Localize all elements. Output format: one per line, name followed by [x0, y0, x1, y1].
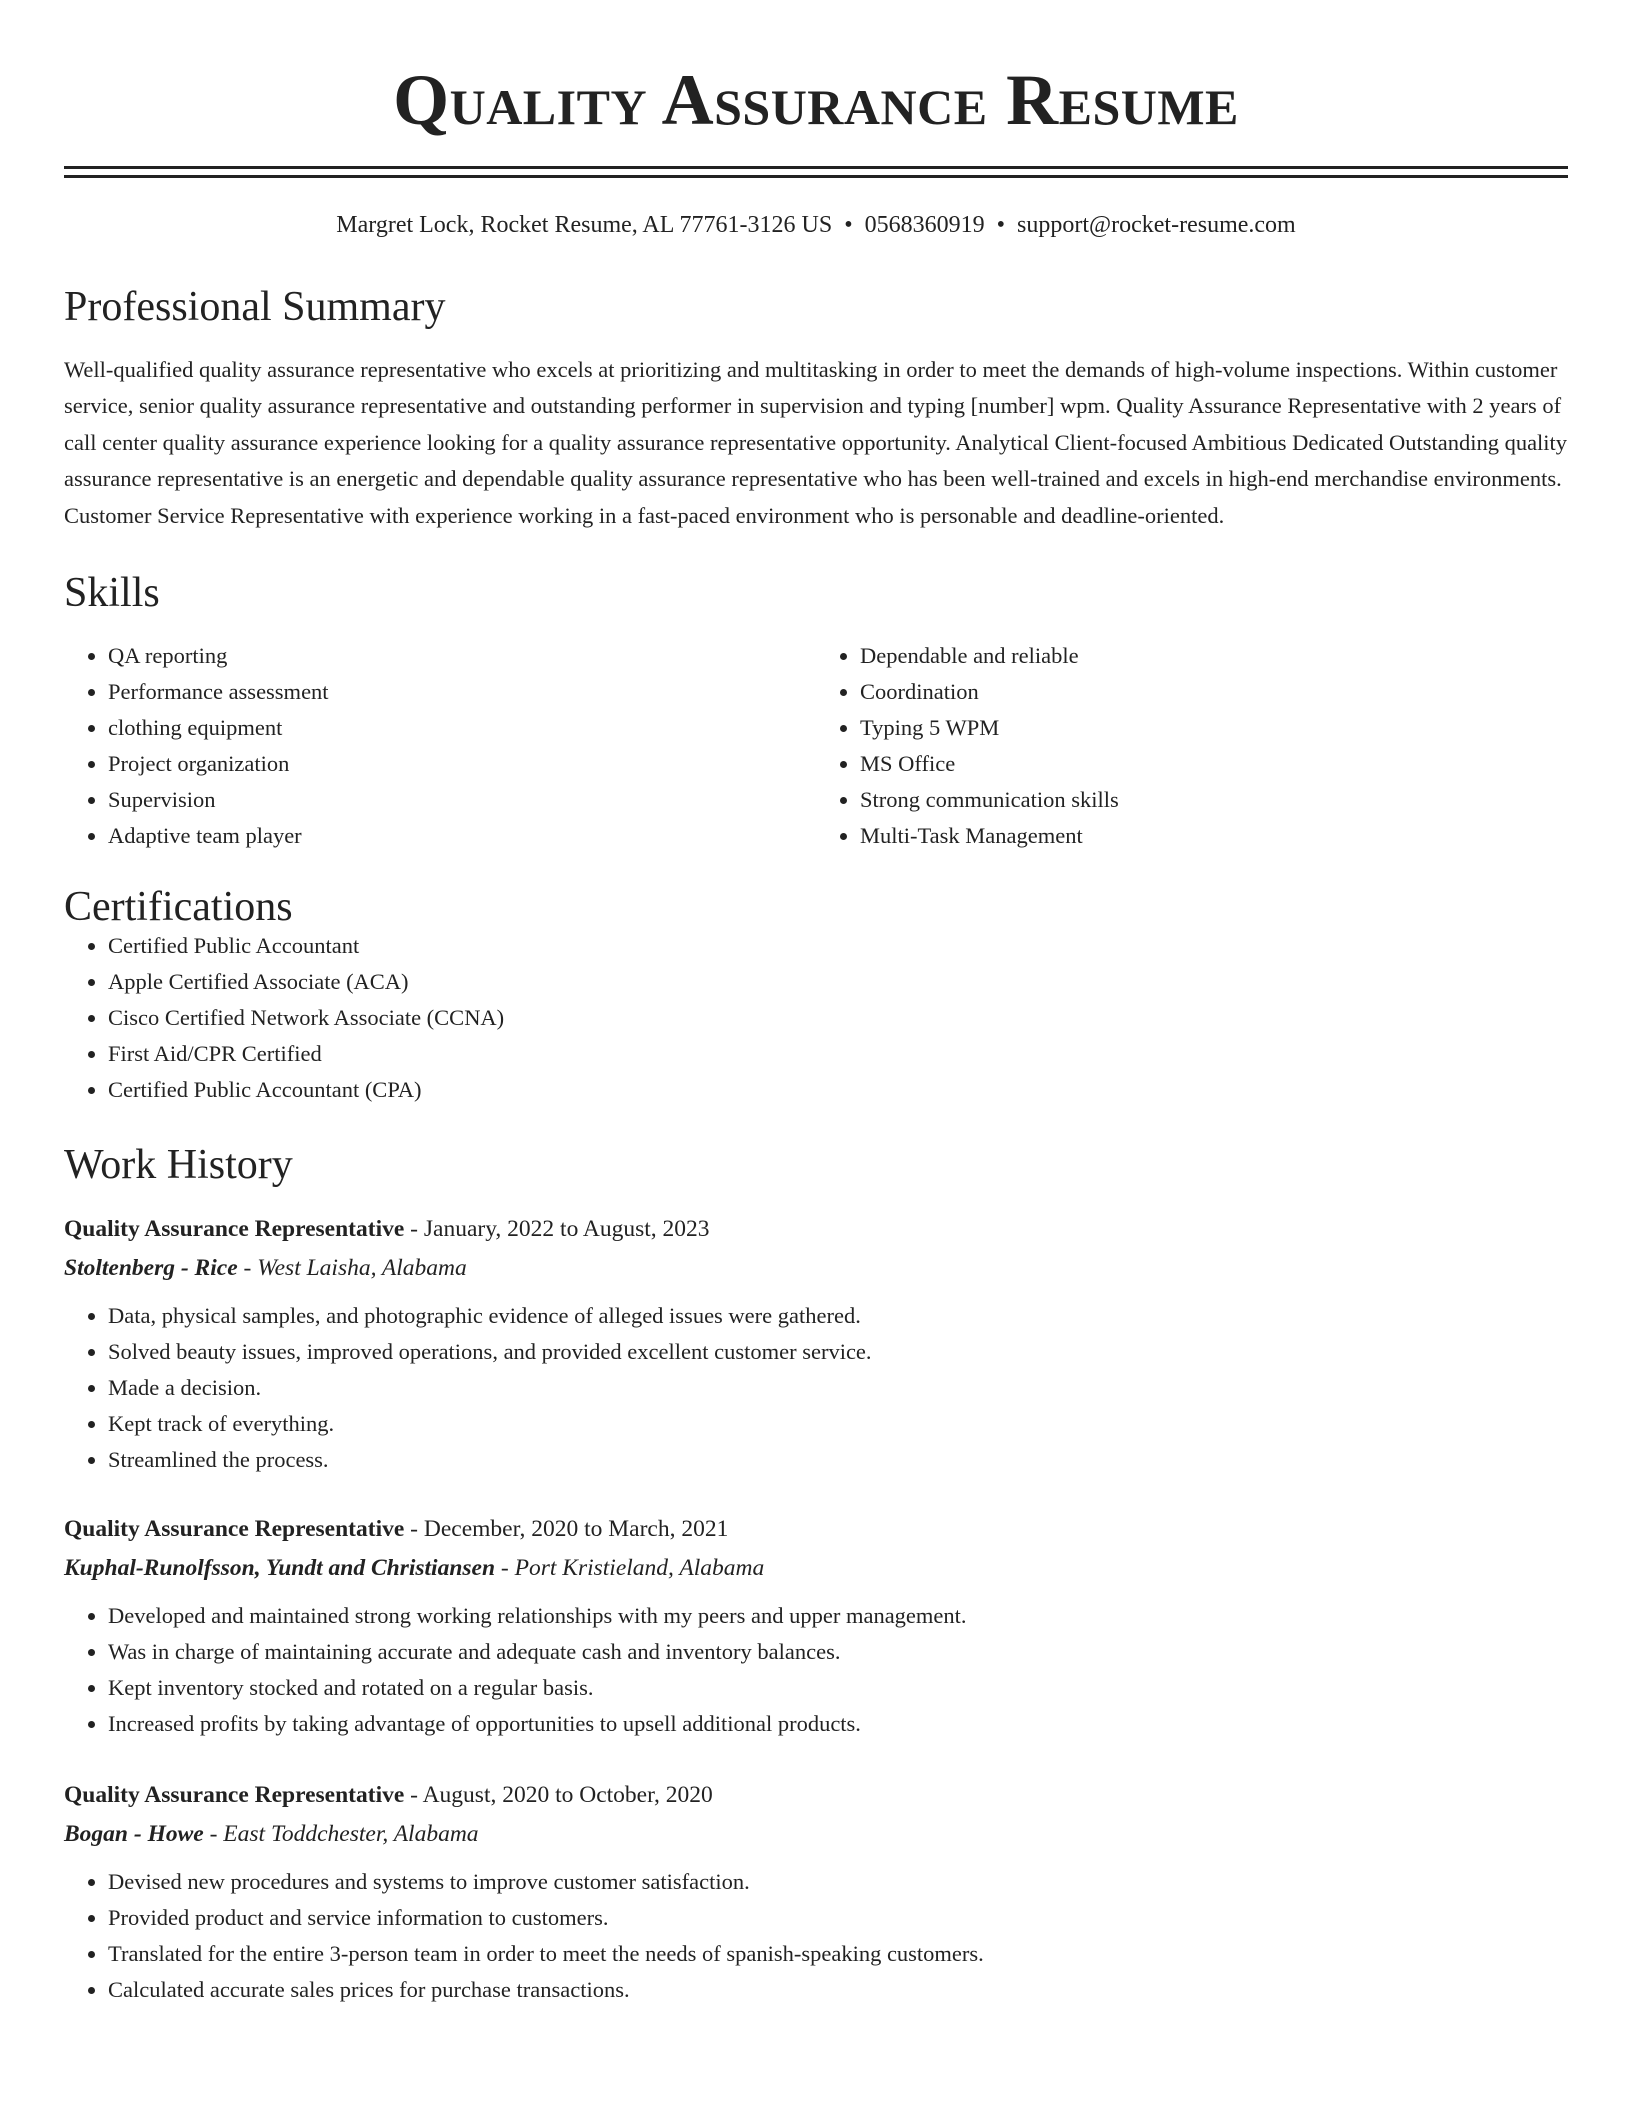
skills-heading: Skills — [64, 570, 160, 617]
summary-heading: Professional Summary — [64, 283, 446, 330]
certification-item: • Apple Certified Associate (ACA) — [108, 964, 1568, 1000]
job-location: - Port Kristieland, Alabama — [495, 1555, 765, 1582]
job-bullet: • Translated for the entire 3-person team in order to meet the needs of spanish-speaking customers. — [108, 1936, 1568, 1972]
job-bullet: • Developed and maintained strong working relationships with my peers and upper management. — [108, 1598, 1568, 1634]
contact-line — [64, 211, 1568, 240]
resume-title: Quality Assurance Resume — [393, 60, 1239, 140]
job-bullet: • Calculated accurate sales prices for purchase transactions. — [108, 1972, 1568, 2008]
skill-item: • Strong communication skills — [860, 782, 1568, 818]
job-title: Quality Assurance Representative — [64, 1782, 405, 1809]
job-title: Quality Assurance Representative — [64, 1516, 405, 1543]
job-title-line — [64, 1210, 1568, 1248]
job-entry — [64, 1510, 1568, 1742]
skill-item: • clothing equipment — [108, 710, 816, 746]
contact-address: Margret Lock, Rocket Resume, AL 77761-3126 US — [336, 212, 833, 238]
job-company: Kuphal-Runolfsson, Yundt and Christiansen — [64, 1555, 496, 1582]
certification-item: • Certified Public Accountant (CPA) — [108, 1072, 1568, 1108]
job-entry — [64, 1210, 1568, 1478]
title-double-rule — [64, 166, 1568, 169]
certification-item: • Certified Public Accountant — [108, 928, 1568, 964]
job-bullets — [64, 1598, 1568, 1742]
skill-item: • Dependable and reliable — [860, 638, 1568, 674]
skills-columns — [64, 638, 1568, 854]
job-company-line — [64, 1548, 1568, 1588]
skill-item: • Performance assessment — [108, 674, 816, 710]
skill-item: • Multi-Task Management — [860, 818, 1568, 854]
job-title-line — [64, 1510, 1568, 1548]
summary-text: Well-qualified quality assurance representative who excels at prioritizing and multitasking in order to meet the demands of high-volume inspections. Within customer service, senior quality assurance representative and outstanding performer in supervision and typing [number] wpm. Quality Assurance Representative with 2 years of call center quality assurance experience looking for a quality assurance representative opportunity. Analytical Client-focused Ambitious Dedicated Outstanding quality assurance representative is an energetic and dependable quality assurance representative who has been well-trained and excels in high-end merchandise environments. Customer Service Representative with experience working in a fast-paced environment who is personable and deadline-oriented. — [64, 356, 1568, 528]
contact-separator: • — [844, 212, 853, 238]
job-bullet: • Kept inventory stocked and rotated on a regular basis. — [108, 1670, 1568, 1706]
job-bullets — [64, 1864, 1568, 2008]
skill-item: • Typing 5 WPM — [860, 710, 1568, 746]
job-company-line — [64, 1814, 1568, 1854]
job-dates: - January, 2022 to August, 2023 — [404, 1216, 710, 1243]
skill-item: • MS Office — [860, 746, 1568, 782]
job-title: Quality Assurance Representative — [64, 1216, 405, 1243]
certification-item: • Cisco Certified Network Associate (CCNA) — [108, 1000, 1568, 1036]
job-bullet: • Increased profits by taking advantage of opportunities to upsell additional products. — [108, 1706, 1568, 1742]
job-bullet: • Data, physical samples, and photographic evidence of alleged issues were gathered. — [108, 1298, 1568, 1334]
skill-item: • Adaptive team player — [108, 818, 816, 854]
skills-list-left — [64, 638, 816, 854]
job-bullets — [64, 1298, 1568, 1478]
skill-item: • Supervision — [108, 782, 816, 818]
certification-item: • First Aid/CPR Certified — [108, 1036, 1568, 1072]
job-entry — [64, 1776, 1568, 2008]
certifications-heading: Certifications — [64, 884, 293, 931]
contact-email: support@rocket-resume.com — [1017, 212, 1296, 238]
job-company: Stoltenberg - Rice — [64, 1255, 238, 1282]
job-bullet: • Solved beauty issues, improved operations, and provided excellent customer service. — [108, 1334, 1568, 1370]
job-bullet: • Made a decision. — [108, 1370, 1568, 1406]
work-history-heading: Work History — [64, 1142, 293, 1189]
job-title-line — [64, 1776, 1568, 1814]
contact-phone: 0568360919 — [864, 212, 985, 238]
job-dates: - December, 2020 to March, 2021 — [404, 1516, 729, 1543]
job-bullet: • Provided product and service information to customers. — [108, 1900, 1568, 1936]
job-location: - West Laisha, Alabama — [237, 1255, 467, 1282]
job-bullet: • Kept track of everything. — [108, 1406, 1568, 1442]
job-company-line — [64, 1248, 1568, 1288]
skills-list-right — [816, 638, 1568, 854]
job-location: - East Toddchester, Alabama — [203, 1821, 479, 1848]
job-company: Bogan - Howe — [64, 1821, 204, 1848]
job-dates: - August, 2020 to October, 2020 — [404, 1782, 713, 1809]
skill-item: • Project organization — [108, 746, 816, 782]
skill-item: • QA reporting — [108, 638, 816, 674]
job-bullet: • Devised new procedures and systems to improve customer satisfaction. — [108, 1864, 1568, 1900]
job-bullet: • Streamlined the process. — [108, 1442, 1568, 1478]
certifications-list — [64, 928, 1568, 1108]
job-bullet: • Was in charge of maintaining accurate and adequate cash and inventory balances. — [108, 1634, 1568, 1670]
contact-separator: • — [996, 212, 1006, 238]
skill-item: • Coordination — [860, 674, 1568, 710]
